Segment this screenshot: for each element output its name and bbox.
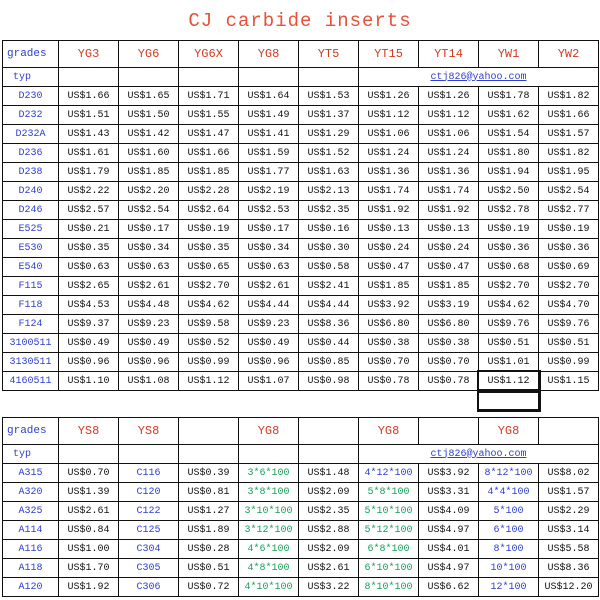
price-cell: US$1.12: [419, 106, 479, 125]
price-cell: US$2.61: [59, 502, 119, 521]
price-cell: US$1.70: [59, 559, 119, 578]
price-cell: US$1.42: [119, 125, 179, 144]
price-cell: US$2.77: [539, 201, 599, 220]
price-cell: US$1.49: [239, 106, 299, 125]
size-cell: 8*10*100: [359, 578, 419, 597]
column-header-yt5: YT5: [299, 41, 359, 68]
price-cell: US$3.14: [539, 521, 599, 540]
price-cell: US$1.74: [359, 182, 419, 201]
price-cell: US$0.69: [539, 258, 599, 277]
column-header-yg8: YG8: [239, 41, 299, 68]
price-cell: US$8.36: [299, 315, 359, 334]
price-cell: US$0.44: [299, 334, 359, 353]
price-cell: US$1.54: [479, 125, 539, 144]
price-cell: US$0.68: [479, 258, 539, 277]
price-cell: US$1.36: [419, 163, 479, 182]
column-header-yt14: YT14: [419, 41, 479, 68]
price-cell: US$2.13: [299, 182, 359, 201]
price-cell: US$1.12: [179, 372, 239, 391]
table-row: [3, 239, 599, 258]
corner-typ-label-2: typ: [3, 445, 59, 464]
price-cell: US$1.78: [479, 87, 539, 106]
row-label: A325: [3, 502, 59, 521]
price-cell: US$0.96: [119, 353, 179, 372]
code-cell: C304: [119, 540, 179, 559]
selection-handle-cell[interactable]: [479, 391, 539, 410]
price-cell: US$2.53: [239, 201, 299, 220]
price-cell: US$1.41: [239, 125, 299, 144]
row-label: D230: [3, 87, 59, 106]
size-cell: 4*8*100: [239, 559, 299, 578]
contact-email-link-2[interactable]: ctj826@yahoo.com: [359, 445, 599, 464]
price-cell: US$1.85: [179, 163, 239, 182]
size-cell: 6*100: [479, 521, 539, 540]
size-cell: 4*4*100: [479, 483, 539, 502]
table-spacer: [3, 410, 599, 418]
price-cell: US$0.24: [419, 239, 479, 258]
price-cell: US$2.28: [179, 182, 239, 201]
price-cell: US$9.76: [479, 315, 539, 334]
price-cell: US$1.26: [419, 87, 479, 106]
price-cell: US$1.06: [359, 125, 419, 144]
price-cell: US$2.54: [539, 182, 599, 201]
row-label: D232: [3, 106, 59, 125]
price-cell: US$0.85: [299, 353, 359, 372]
price-cell: US$2.41: [299, 277, 359, 296]
price-cell: US$1.51: [59, 106, 119, 125]
size-cell: 10*100: [479, 559, 539, 578]
price-cell: US$1.15: [539, 372, 599, 391]
price-cell: US$0.36: [479, 239, 539, 258]
price-cell: US$1.06: [419, 125, 479, 144]
column-header-yw1: YW1: [479, 41, 539, 68]
price-cell: US$0.63: [119, 258, 179, 277]
size-cell: 5*100: [479, 502, 539, 521]
price-cell: US$0.81: [179, 483, 239, 502]
price-cell: US$0.35: [179, 239, 239, 258]
price-cell: US$0.19: [179, 220, 239, 239]
price-cell: US$1.89: [179, 521, 239, 540]
price-cell: US$2.65: [59, 277, 119, 296]
table-row: [3, 578, 599, 597]
row-label: A114: [3, 521, 59, 540]
row-label: E525: [3, 220, 59, 239]
empty-cell: [119, 68, 179, 87]
price-cell: US$0.35: [59, 239, 119, 258]
price-cell: US$0.63: [59, 258, 119, 277]
price-cell: US$3.92: [359, 296, 419, 315]
column-header-yg8-b: YG8: [359, 418, 419, 445]
price-cell: US$1.39: [59, 483, 119, 502]
price-cell: US$2.57: [59, 201, 119, 220]
price-cell: US$0.39: [179, 464, 239, 483]
price-cell: US$2.70: [539, 277, 599, 296]
column-header-yg6x: YG6X: [179, 41, 239, 68]
size-cell: 8*12*100: [479, 464, 539, 483]
corner-grades-label: grades: [3, 41, 59, 68]
selection-extension-row: [3, 391, 599, 410]
column-header-ys8-a: YS8: [59, 418, 119, 445]
price-cell: US$0.49: [119, 334, 179, 353]
table-row: [3, 372, 599, 391]
price-cell: US$0.17: [239, 220, 299, 239]
column-header-empty-1: [179, 418, 239, 445]
price-cell: US$4.97: [419, 559, 479, 578]
column-header-yw2: YW2: [539, 41, 599, 68]
row-label: A315: [3, 464, 59, 483]
price-cell: US$1.66: [539, 106, 599, 125]
price-cell: US$1.00: [59, 540, 119, 559]
size-cell: 4*10*100: [239, 578, 299, 597]
price-cell: US$1.92: [359, 201, 419, 220]
price-cell: US$12.20: [539, 578, 599, 597]
price-cell: US$1.61: [59, 144, 119, 163]
row-label: F124: [3, 315, 59, 334]
price-cell: US$2.61: [239, 277, 299, 296]
column-header-yg8-c: YG8: [479, 418, 539, 445]
table-row: [3, 353, 599, 372]
price-cell: US$0.51: [179, 559, 239, 578]
price-cell: US$2.20: [119, 182, 179, 201]
price-cell: US$9.76: [539, 315, 599, 334]
price-cell: US$4.53: [59, 296, 119, 315]
price-cell: US$1.65: [119, 87, 179, 106]
table-row: [3, 125, 599, 144]
price-cell: US$1.55: [179, 106, 239, 125]
row-label: E540: [3, 258, 59, 277]
price-cell: US$2.29: [539, 502, 599, 521]
price-cell: US$0.24: [359, 239, 419, 258]
price-cell: US$1.74: [419, 182, 479, 201]
column-header-empty-3: [419, 418, 479, 445]
row-label: A116: [3, 540, 59, 559]
price-cell: US$3.19: [419, 296, 479, 315]
empty-cell: [179, 445, 239, 464]
row-label: D240: [3, 182, 59, 201]
price-cell: US$0.98: [299, 372, 359, 391]
price-cell: US$0.28: [179, 540, 239, 559]
price-cell: US$0.49: [239, 334, 299, 353]
table2-header-row: [3, 418, 599, 445]
size-cell: 12*100: [479, 578, 539, 597]
table-row: [3, 163, 599, 182]
price-cell: US$0.99: [179, 353, 239, 372]
code-cell: C305: [119, 559, 179, 578]
price-cell: US$0.47: [359, 258, 419, 277]
price-cell: US$2.70: [479, 277, 539, 296]
price-cell: US$0.78: [359, 372, 419, 391]
table-row: [3, 502, 599, 521]
empty-cell: [239, 445, 299, 464]
price-cell: US$6.62: [419, 578, 479, 597]
price-cell: US$0.52: [179, 334, 239, 353]
row-label: F118: [3, 296, 59, 315]
price-cell: US$0.36: [539, 239, 599, 258]
price-cell: US$1.66: [59, 87, 119, 106]
price-cell: US$1.27: [179, 502, 239, 521]
table-row: [3, 258, 599, 277]
table-row: [3, 559, 599, 578]
price-cell: US$1.85: [419, 277, 479, 296]
table-row: [3, 106, 599, 125]
table-row: [3, 144, 599, 163]
price-cell: US$1.71: [179, 87, 239, 106]
table-row: [3, 334, 599, 353]
table-row: [3, 464, 599, 483]
price-cell: US$1.57: [539, 125, 599, 144]
price-cell: US$1.66: [179, 144, 239, 163]
price-cell: US$0.38: [359, 334, 419, 353]
price-cell: US$2.35: [299, 502, 359, 521]
size-cell: 3*10*100: [239, 502, 299, 521]
price-cell: US$0.72: [179, 578, 239, 597]
price-cell: US$1.36: [359, 163, 419, 182]
price-cell: US$1.82: [539, 87, 599, 106]
price-cell: US$9.23: [119, 315, 179, 334]
price-cell: US$0.49: [59, 334, 119, 353]
price-cell: US$4.97: [419, 521, 479, 540]
price-table-primary: [2, 40, 599, 417]
table-row: [3, 483, 599, 502]
price-cell: US$1.10: [59, 372, 119, 391]
empty-cell: [179, 68, 239, 87]
price-cell: US$1.63: [299, 163, 359, 182]
price-cell: US$1.80: [479, 144, 539, 163]
selected-price-cell[interactable]: US$1.12: [479, 372, 539, 391]
price-cell: US$2.19: [239, 182, 299, 201]
price-cell: US$1.60: [119, 144, 179, 163]
size-cell: 5*12*100: [359, 521, 419, 540]
row-label: D232A: [3, 125, 59, 144]
column-header-yt15: YT15: [359, 41, 419, 68]
corner-typ-label: typ: [3, 68, 59, 87]
price-cell: US$1.85: [119, 163, 179, 182]
code-cell: C125: [119, 521, 179, 540]
price-cell: US$6.80: [419, 315, 479, 334]
price-cell: US$6.80: [359, 315, 419, 334]
code-cell: C306: [119, 578, 179, 597]
price-cell: US$0.63: [239, 258, 299, 277]
table-row: [3, 182, 599, 201]
price-cell: US$1.85: [359, 277, 419, 296]
table2-subheader-row: [3, 445, 599, 464]
table-subheader-row: [3, 68, 599, 87]
price-cell: US$2.22: [59, 182, 119, 201]
price-cell: US$1.59: [239, 144, 299, 163]
contact-email-link[interactable]: ctj826@yahoo.com: [359, 68, 599, 87]
price-cell: US$4.48: [119, 296, 179, 315]
price-cell: US$0.30: [299, 239, 359, 258]
price-cell: US$0.13: [359, 220, 419, 239]
price-cell: US$0.84: [59, 521, 119, 540]
table-row: [3, 220, 599, 239]
price-cell: US$8.02: [539, 464, 599, 483]
price-cell: US$4.70: [539, 296, 599, 315]
price-cell: US$1.53: [299, 87, 359, 106]
price-cell: US$0.78: [419, 372, 479, 391]
column-header-yg6: YG6: [119, 41, 179, 68]
empty-cell: [239, 68, 299, 87]
row-label: D246: [3, 201, 59, 220]
price-cell: US$2.35: [299, 201, 359, 220]
size-cell: 3*6*100: [239, 464, 299, 483]
price-cell: US$3.31: [419, 483, 479, 502]
price-cell: US$2.61: [119, 277, 179, 296]
empty-cell: [59, 445, 119, 464]
code-cell: C116: [119, 464, 179, 483]
column-header-yg8-a: YG8: [239, 418, 299, 445]
price-cell: US$0.51: [479, 334, 539, 353]
size-cell: 6*10*100: [359, 559, 419, 578]
price-cell: US$1.01: [479, 353, 539, 372]
price-cell: US$1.24: [419, 144, 479, 163]
size-cell: 5*10*100: [359, 502, 419, 521]
price-cell: US$2.61: [299, 559, 359, 578]
price-cell: US$1.29: [299, 125, 359, 144]
row-label: 3130511: [3, 353, 59, 372]
price-cell: US$1.07: [239, 372, 299, 391]
size-cell: 4*6*100: [239, 540, 299, 559]
code-cell: C122: [119, 502, 179, 521]
row-label: D238: [3, 163, 59, 182]
corner-grades-label-2: grades: [3, 418, 59, 445]
table-header-row: [3, 41, 599, 68]
price-cell: US$0.16: [299, 220, 359, 239]
price-cell: US$1.92: [419, 201, 479, 220]
price-cell: US$5.58: [539, 540, 599, 559]
price-cell: US$8.36: [539, 559, 599, 578]
price-cell: US$0.47: [419, 258, 479, 277]
price-cell: US$1.79: [59, 163, 119, 182]
price-cell: US$0.13: [419, 220, 479, 239]
price-cell: US$1.47: [179, 125, 239, 144]
price-cell: US$1.08: [119, 372, 179, 391]
page-title: CJ carbide inserts: [188, 10, 412, 32]
price-cell: US$4.01: [419, 540, 479, 559]
price-cell: US$0.70: [59, 464, 119, 483]
price-cell: US$0.34: [239, 239, 299, 258]
size-cell: 5*8*100: [359, 483, 419, 502]
empty-cell: [299, 445, 359, 464]
price-cell: US$0.65: [179, 258, 239, 277]
price-cell: US$4.62: [479, 296, 539, 315]
price-cell: US$1.94: [479, 163, 539, 182]
row-label: A120: [3, 578, 59, 597]
price-cell: US$2.78: [479, 201, 539, 220]
price-cell: US$0.96: [59, 353, 119, 372]
price-cell: US$9.23: [239, 315, 299, 334]
price-cell: US$0.21: [59, 220, 119, 239]
price-cell: US$1.62: [479, 106, 539, 125]
price-cell: US$3.22: [299, 578, 359, 597]
price-cell: US$0.70: [359, 353, 419, 372]
price-cell: US$1.48: [299, 464, 359, 483]
price-cell: US$1.37: [299, 106, 359, 125]
size-cell: 6*8*100: [359, 540, 419, 559]
row-label: A118: [3, 559, 59, 578]
price-cell: US$4.62: [179, 296, 239, 315]
price-cell: US$4.09: [419, 502, 479, 521]
size-cell: 3*12*100: [239, 521, 299, 540]
price-table-secondary: [2, 417, 599, 597]
table-row: [3, 315, 599, 334]
empty-cell: [119, 445, 179, 464]
price-cell: US$0.51: [539, 334, 599, 353]
price-cell: US$9.37: [59, 315, 119, 334]
price-cell: US$1.50: [119, 106, 179, 125]
price-cell: US$0.19: [479, 220, 539, 239]
price-cell: US$1.24: [359, 144, 419, 163]
table-row: [3, 87, 599, 106]
price-cell: US$1.82: [539, 144, 599, 163]
price-cell: US$1.64: [239, 87, 299, 106]
price-cell: US$0.96: [239, 353, 299, 372]
price-cell: US$1.92: [59, 578, 119, 597]
price-cell: US$2.09: [299, 540, 359, 559]
price-cell: US$2.64: [179, 201, 239, 220]
row-label: D236: [3, 144, 59, 163]
empty-cell: [299, 68, 359, 87]
price-cell: US$4.44: [299, 296, 359, 315]
price-cell: US$2.70: [179, 277, 239, 296]
price-cell: US$0.99: [539, 353, 599, 372]
column-header-empty-4: [539, 418, 599, 445]
row-label: 3100511: [3, 334, 59, 353]
column-header-empty-2: [299, 418, 359, 445]
price-cell: US$0.38: [419, 334, 479, 353]
table-row: [3, 521, 599, 540]
price-cell: US$2.88: [299, 521, 359, 540]
price-cell: US$2.09: [299, 483, 359, 502]
price-cell: US$0.70: [419, 353, 479, 372]
column-header-ys8-b: YS8: [119, 418, 179, 445]
price-cell: US$2.50: [479, 182, 539, 201]
code-cell: C120: [119, 483, 179, 502]
size-cell: 3*8*100: [239, 483, 299, 502]
price-cell: US$0.34: [119, 239, 179, 258]
size-cell: 4*12*100: [359, 464, 419, 483]
price-cell: US$1.26: [359, 87, 419, 106]
price-cell: US$1.77: [239, 163, 299, 182]
price-cell: US$4.44: [239, 296, 299, 315]
row-label: F115: [3, 277, 59, 296]
price-cell: US$0.17: [119, 220, 179, 239]
price-cell: US$1.57: [539, 483, 599, 502]
price-cell: US$0.58: [299, 258, 359, 277]
price-cell: US$1.43: [59, 125, 119, 144]
empty-cell: [59, 68, 119, 87]
column-header-yg3: YG3: [59, 41, 119, 68]
row-label: E530: [3, 239, 59, 258]
price-cell: US$3.92: [419, 464, 479, 483]
price-cell: US$2.54: [119, 201, 179, 220]
table-row: [3, 201, 599, 220]
size-cell: 8*100: [479, 540, 539, 559]
table-row: [3, 296, 599, 315]
table-row: [3, 277, 599, 296]
price-cell: US$0.19: [539, 220, 599, 239]
price-cell: US$9.58: [179, 315, 239, 334]
table-row: [3, 540, 599, 559]
row-label: 4160511: [3, 372, 59, 391]
price-cell: US$1.12: [359, 106, 419, 125]
row-label: A320: [3, 483, 59, 502]
price-cell: US$1.95: [539, 163, 599, 182]
price-cell: US$1.52: [299, 144, 359, 163]
